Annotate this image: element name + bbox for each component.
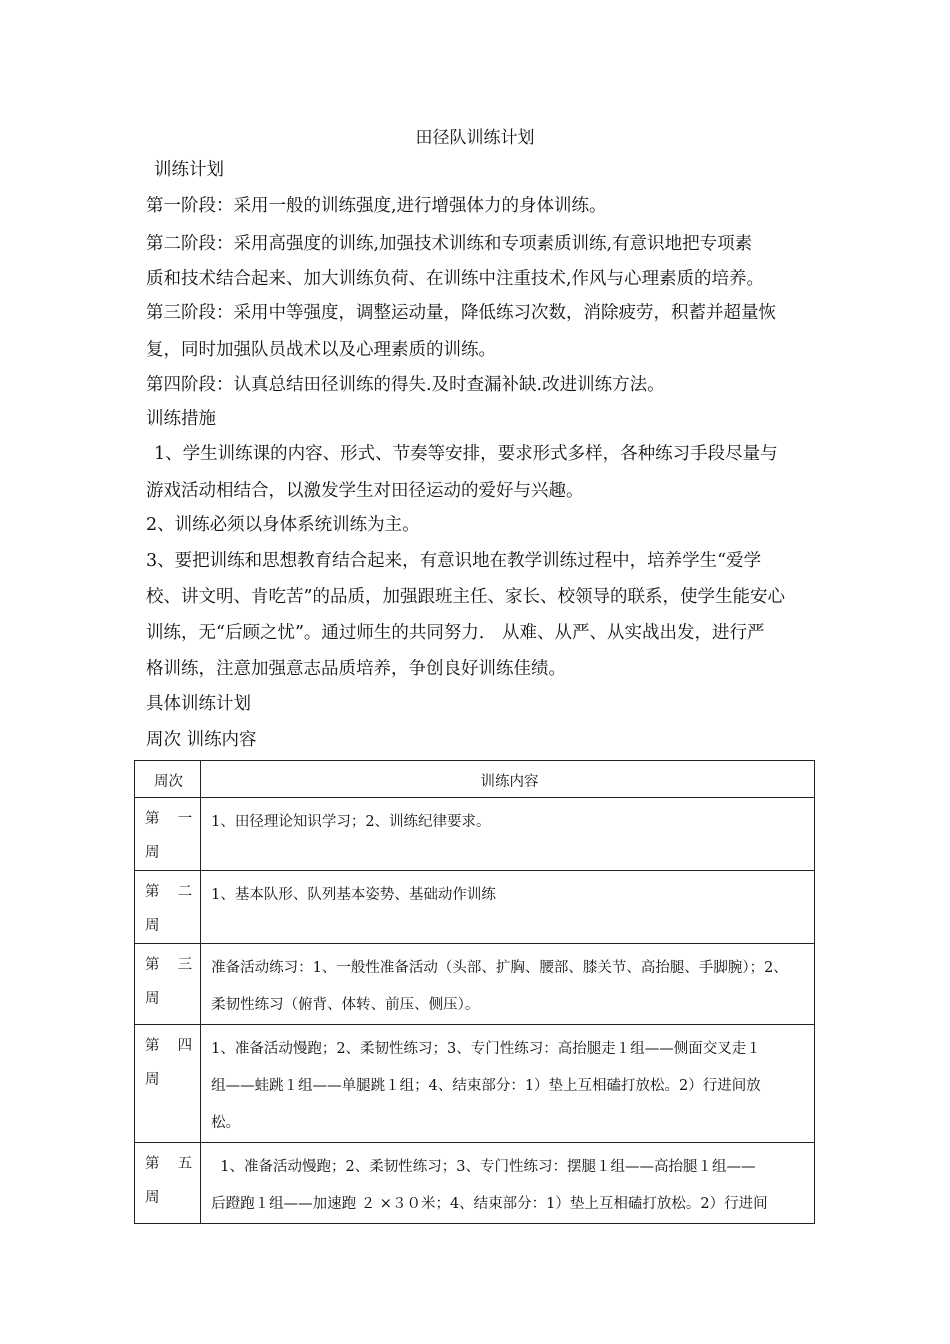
week-label: 第 [145,1038,160,1054]
measure-line: 2、训练必须以身体系统训练为主。 [146,515,420,535]
week-cell [135,944,201,1025]
content-line: 组——蛙跳１组——单腿跳１组；4、结束部分：1）垫上互相磕打放松。2）行进间放 [211,1078,761,1094]
week-label: 第 [145,957,160,973]
stage-line: 第四阶段：认真总结田径训练的得失.及时查漏补缺.改进训练方法。 [146,375,665,395]
content-cell [201,944,815,1025]
week-label: 第 [145,884,160,900]
week-label: 第 [145,811,160,827]
week-number: 二 [177,884,193,900]
content-line: 1、田径理论知识学习；2、训练纪律要求。 [211,814,491,830]
week-cell [135,871,201,944]
measure-line: 训练，无“后顾之忧”。通过师生的共同努力． 从难、从严、从实战出发，进行严 [146,623,765,643]
content-cell [201,1025,815,1143]
stage-line: 第一阶段：采用一般的训练强度,进行增强体力的身体训练。 [146,196,607,216]
week-number: 三 [177,957,193,973]
measure-line: 3、要把训练和思想教育结合起来，有意识地在教学训练过程中，培养学生“爱学 [146,551,762,571]
content-cell [201,871,815,944]
measure-line: 游戏活动相结合，以激发学生对田径运动的爱好与兴趣。 [146,481,584,501]
week-cell [135,1025,201,1143]
week-number: 一 [177,811,193,827]
table-row [135,798,815,871]
content-line: 松。 [211,1115,241,1131]
section-heading-plan: 训练计划 [154,160,224,180]
measure-line: 格训练，注意加强意志品质培养，争创良好训练佳绩。 [146,659,566,679]
week-cell [135,1143,201,1224]
stage-line: 质和技术结合起来、加大训练负荷、在训练中注重技术,作风与心理素质的培养。 [146,269,765,289]
content-cell [201,798,815,871]
document-title: 田径队训练计划 [415,128,535,148]
content-line: 1、基本队形、队列基本姿势、基础动作训练 [211,887,496,903]
table-row [135,1143,815,1224]
content-line: 准备活动练习：1、一般性准备活动（头部、扩胸、腰部、膝关节、高抬腿、手脚腕）；2、 [211,960,788,976]
training-schedule-table [134,760,815,1224]
week-cell [135,798,201,871]
measure-line: 校、讲文明、肯吃苦”的品质，加强跟班主任、家长、校领导的联系，使学生能安心 [146,587,785,607]
content-line: 1、准备活动慢跑；2、柔韧性练习；3、专门性练习：摆腿１组——高抬腿１组—— [211,1159,756,1175]
week-suffix: 周 [145,1190,160,1206]
week-label: 第 [145,1156,160,1172]
header-content: 训练内容 [201,761,815,798]
table-caption: 周次 训练内容 [146,730,257,750]
content-line: 后蹬跑１组——加速跑 ２ ×３０米；4、结束部分：1）垫上互相磕打放松。2）行进间 [211,1196,768,1212]
stage-line: 第三阶段：采用中等强度，调整运动量，降低练习次数，消除疲劳，积蓄并超量恢 [146,303,776,323]
header-week: 周次 [135,761,201,798]
section-heading-detail: 具体训练计划 [146,694,251,714]
stage-line: 第二阶段：采用高强度的训练,加强技术训练和专项素质训练,有意识地把专项素 [146,234,753,254]
section-heading-measures: 训练措施 [146,409,216,429]
table-row [135,871,815,944]
week-suffix: 周 [145,991,160,1007]
table-header-row [135,761,815,798]
week-number: 五 [177,1156,193,1172]
table-row [135,944,815,1025]
measure-line: 1、学生训练课的内容、形式、节奏等安排，要求形式多样，各种练习手段尽量与 [154,444,778,464]
week-suffix: 周 [145,918,160,934]
stage-line: 复，同时加强队员战术以及心理素质的训练。 [146,340,496,360]
content-cell [201,1143,815,1224]
week-suffix: 周 [145,1072,160,1088]
week-suffix: 周 [145,845,160,861]
table-row [135,1025,815,1143]
week-number: 四 [177,1038,193,1054]
content-line: 1、准备活动慢跑；2、柔韧性练习；3、专门性练习：高抬腿走１组——侧面交叉走１ [211,1041,761,1057]
content-line: 柔韧性练习（俯背、体转、前压、侧压）。 [211,997,480,1013]
